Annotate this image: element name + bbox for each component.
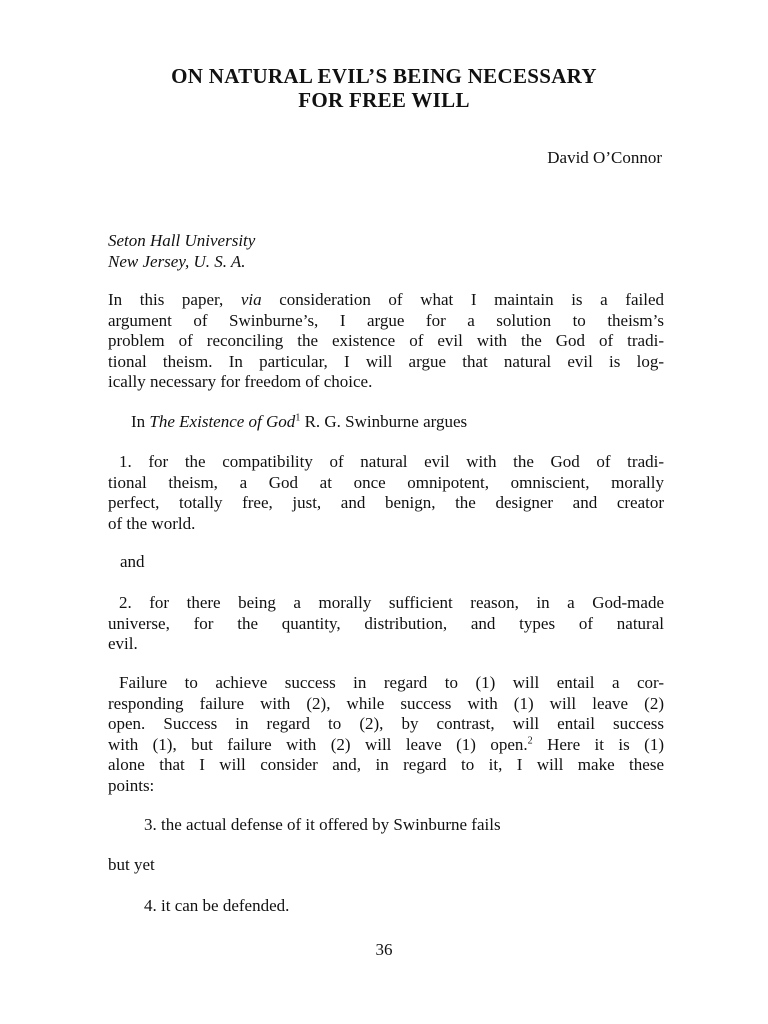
failure-line-2: responding failure with (2), while success with (1) will leave (2) [108,693,664,713]
abstract-line-3: problem of reconciling the existence of evil with the God of tradi- [108,331,664,350]
intro-text: In [131,412,150,431]
point-1-line-3: perfect, totally free, just, and benign, the designer and creator [108,493,664,512]
abstract-line-5: ically necessary for freedom of choice. [108,372,373,391]
point-2-line-3: evil. [108,634,138,653]
abstract-line-4: tional theism. In particular, I will argue that natural evil is log- [108,351,664,371]
and-connector: and [120,552,145,571]
point-2-paragraph [108,593,664,655]
point-1-line-4: of the world. [108,513,196,533]
author-name: David O’Connor [547,148,662,167]
abstract-text: consideration of what I maintain is a failed [261,290,664,309]
failure-text: with (1), but failure with (2) will leave (1) open. [108,734,528,754]
failure-line-5: alone that I will consider and, in regard to it, I will make these [108,755,664,774]
affiliation-line-1: Seton Hall University [108,231,256,250]
point-2-line-2: universe, for the quantity, distribution, and types of natural [108,613,664,633]
failure-line-3: open. Success in regard to (2), by contrast, will entail success [108,714,664,733]
failure-line-6: points: [108,775,155,795]
footnote-marker: 1 [295,412,301,424]
abstract-paragraph [108,290,664,393]
title-line-2: FOR FREE WILL [298,88,470,112]
abstract-italic-via: via [240,290,262,309]
abstract-line-1 [108,290,664,311]
paper-title [0,64,768,112]
point-3: 3. the actual defense of it offered by Swinburne fails [144,815,501,834]
failure-line-4 [108,735,664,756]
point-4: 4. it can be defended. [144,896,290,915]
title-line-1: ON NATURAL EVIL’S BEING NECESSARY [171,64,597,88]
point-1-line-1: 1. for the compatibility of natural evil with the God of tradi- [119,452,664,471]
but-yet-connector: but yet [108,855,155,874]
failure-paragraph [108,673,664,796]
abstract-text: In this paper, [108,290,241,309]
failure-text: Here it is (1) [532,734,664,754]
point-1-paragraph [108,452,664,534]
book-title: The Existence of God [149,412,296,431]
failure-line-1: Failure to achieve success in regard to (1) will entail a cor- [119,673,664,692]
footnote-marker: 2 [527,734,533,746]
point-2-line-1: 2. for there being a morally sufficient reason, in a God-made [119,593,664,612]
point-1-line-2: tional theism, a God at once omnipotent, omniscient, morally [108,472,664,492]
affiliation-line-2: New Jersey, U. S. A. [108,252,246,271]
abstract-line-2: argument of Swinburne’s, I argue for a solution to theism’s [108,310,664,330]
affiliation [108,230,255,272]
intro-text: R. G. Swinburne argues [300,412,468,431]
page-number: 36 [375,940,393,959]
intro-line [131,412,467,432]
